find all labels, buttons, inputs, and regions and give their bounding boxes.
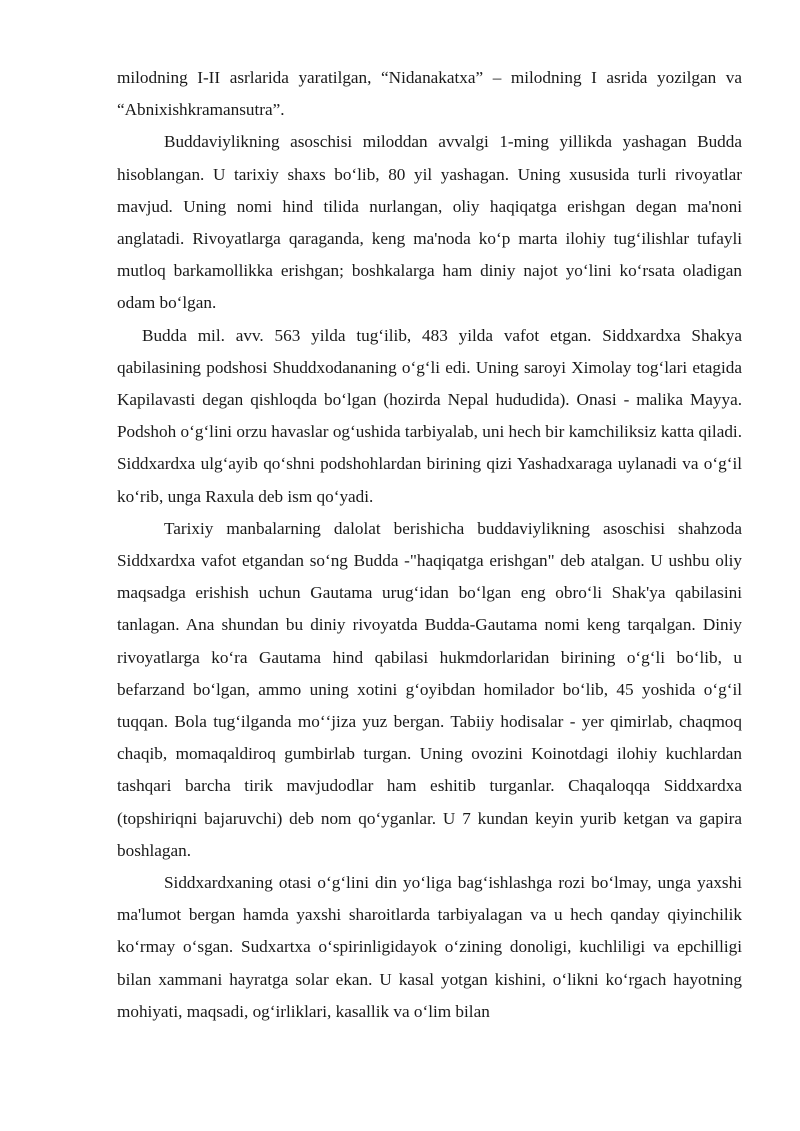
paragraph-buddha-founder: Buddaviylikning asoschisi miloddan avvalgi 1-ming yillikda yashagan Budda hisoblangan. U tarixiy shaxs boʻlib, 80 yil yashagan. Uning xususida turli rivoyatlar mavjud. Uning nomi hind tilida nurlangan, oliy haqiqatga erishgan degan ma'noni anglatadi. Rivoyatlarga qaraganda, keng ma'noda koʻp marta ilohiy tugʻilishlar tufayli mutloq barkamollikka erishgan; boshkalarga ham diniy najot yoʻlini koʻrsata oladigan odam boʻlgan. — [117, 132, 742, 313]
paragraph-continuation: milodning I-II asrlarida yaratilgan, “Nidanakatxa” – milodning I asrida yozilgan va “Abnixishkramansutra”. — [117, 68, 742, 120]
document-page — [117, 62, 742, 1028]
paragraph-historical-sources: Tarixiy manbalarning dalolat berishicha buddaviylikning asoschisi shahzoda Siddxardxa vafot etgandan soʻng Budda -"haqiqatga erishgan" deb atalgan. U ushbu oliy maqsadga erishish uchun Gautama urugʻidan boʻlgan eng obroʻli Shak'ya qabilasini tanlagan. Ana shundan bu diniy rivoyatda Budda-Gautama nomi keng tarqalgan. Diniy rivoyatlarga koʻra Gautama hind qabilasi hukmdorlaridan birining oʻgʻli boʻlib, u befarzand boʻlgan, ammo uning xotini gʻoyibdan homilador boʻlib, 45 yoshida oʻgʻil tuqqan. Bola tugʻilganda moʻʻjiza yuz bergan. Tabiiy hodisalar - yer qimirlab, chaqmoq chaqib, momaqaldiroq gumbirlab turgan. Uning ovozini Koinotdagi ilohiy kuchlardan tashqari barcha tirik mavjudodlar ham eshitib turganlar. Chaqaloqqa Siddxardxa (topshiriqni bajaruvchi) deb nom qoʻyganlar. U 7 kundan keyin yurib ketgan va gapira boshlagan. — [117, 518, 742, 860]
paragraph-buddha-birth: Budda mil. avv. 563 yilda tugʻilib, 483 yilda vafot etgan. Siddxardxa Shakya qabilasining podshosi Shuddxodananing oʻgʻli edi. Uning saroyi Ximolay togʻlari etagida Kapilavasti degan qishloqda boʻlgan (hozirda Nepal hududida). Onasi - malika Mayya. Podshoh oʻgʻlini orzu havaslar ogʻushida tarbiyalab, uni hech bir kamchiliksiz katta qiladi. Siddxardxa ulgʻayib qoʻshni podshohlardan birining qizi Yashadxaraga uylanadi va oʻgʻil koʻrib, unga Raxula deb ism qoʻyadi. — [117, 325, 742, 506]
paragraph-father: Siddxardxaning otasi oʻgʻlini din yoʻliga bagʻishlashga rozi boʻlmay, unga yaxshi ma'lumot bergan hamda yaxshi sharoitlarda tarbiyalagan va u hech qanday qiyinchilik koʻrmay oʻsgan. Sudxartxa oʻspirinligidayok oʻzining donoligi, kuchliligi va epchilligi bilan xammani hayratga solar ekan. U kasal yotgan kishini, oʻlikni koʻrgach hayotning mohiyati, maqsadi, ogʻirliklari, kasallik va oʻlim bilan — [117, 873, 742, 1021]
